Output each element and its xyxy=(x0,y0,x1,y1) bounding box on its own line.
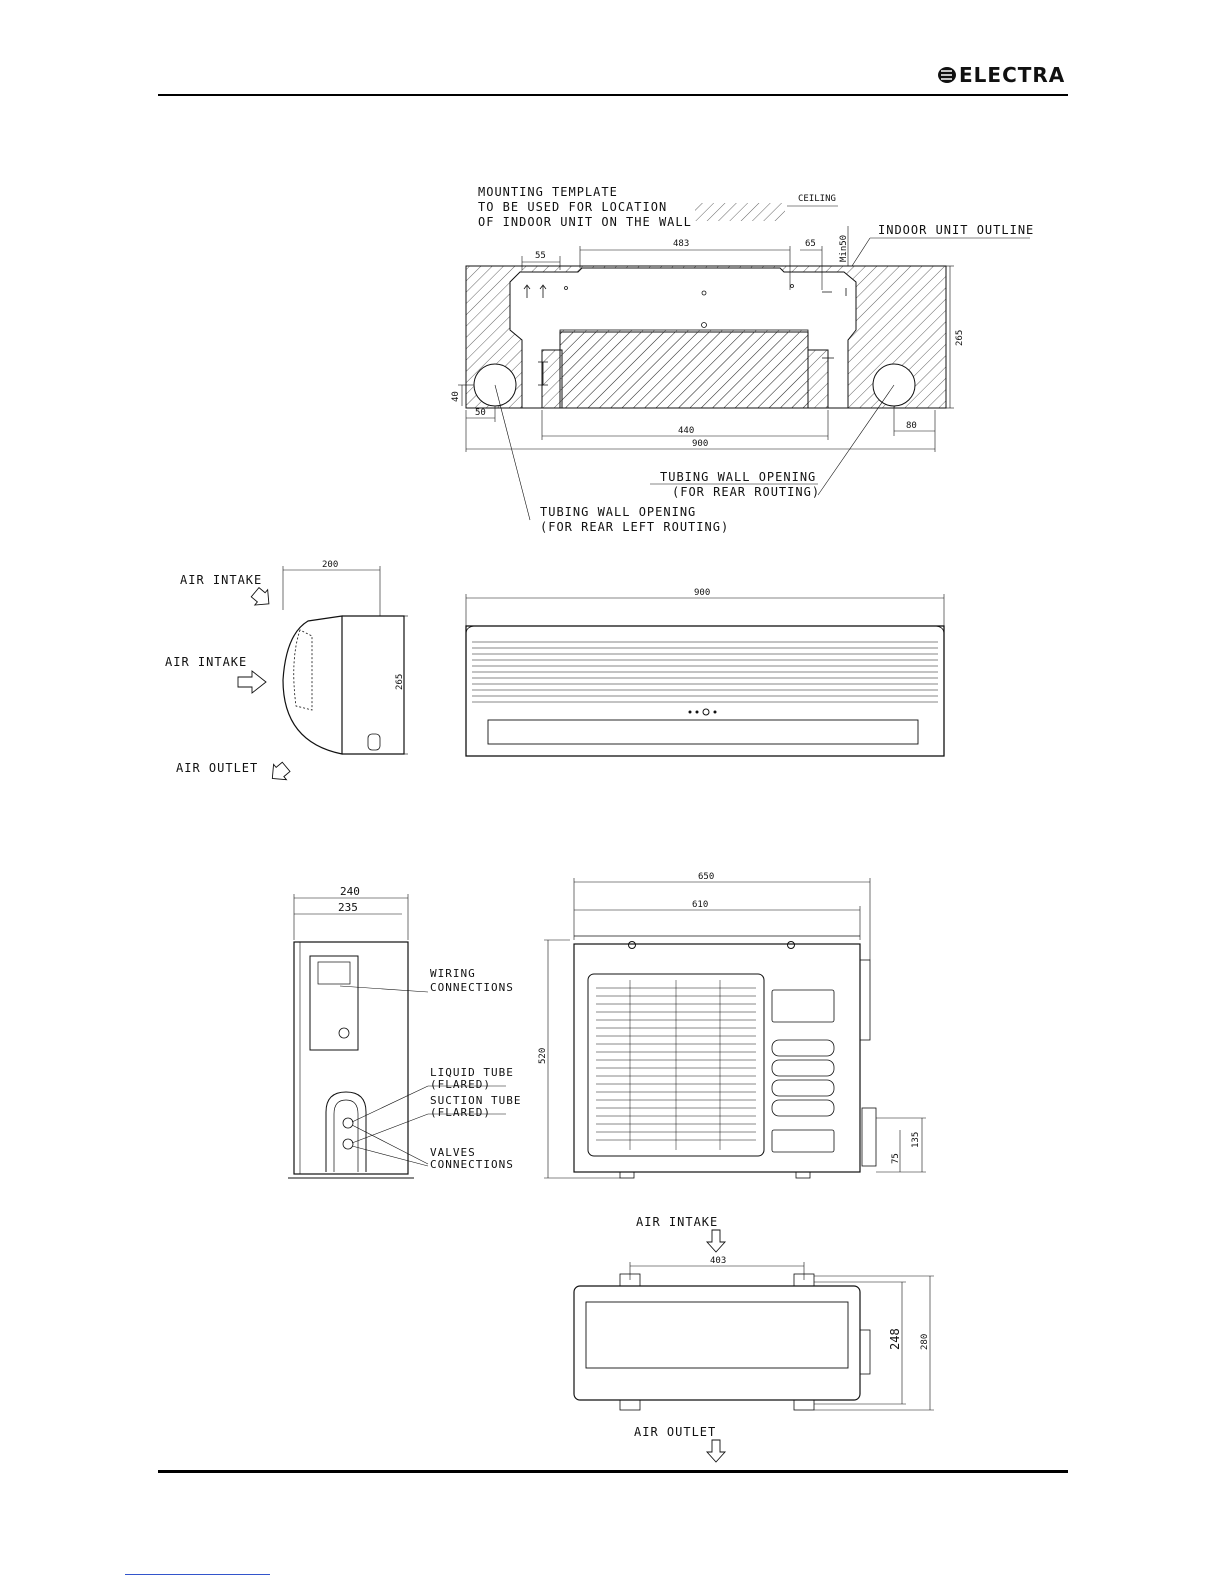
od-front-dim-75: 75 xyxy=(891,1153,901,1164)
od-front-dim-135: 135 xyxy=(911,1131,921,1148)
indoor-side-view xyxy=(165,560,408,786)
outdoor-front-view xyxy=(538,872,926,1178)
side-dim-200: 200 xyxy=(322,560,339,570)
rear-left-opening-2: (FOR REAR LEFT ROUTING) xyxy=(540,520,730,534)
dim-80: 80 xyxy=(906,421,917,431)
top-dim-280: 280 xyxy=(920,1333,930,1350)
od-front-dim-610: 610 xyxy=(692,900,709,910)
rear-left-opening-1: TUBING WALL OPENING xyxy=(540,505,697,519)
outdoor-side-view xyxy=(288,885,521,1178)
mounting-template xyxy=(451,185,1034,534)
dim-min50: Min50 xyxy=(839,234,849,262)
dim-40: 40 xyxy=(451,391,461,402)
dim-483: 483 xyxy=(673,239,690,249)
od-side-dim-240: 240 xyxy=(340,885,360,898)
suction-1: SUCTION TUBE xyxy=(430,1094,522,1107)
side-air-intake-front: AIR INTAKE xyxy=(165,655,248,669)
valves-2: CONNECTIONS xyxy=(430,1158,514,1171)
rear-opening-1: TUBING WALL OPENING xyxy=(660,470,817,484)
outline-label: INDOOR UNIT OUTLINE xyxy=(878,223,1035,237)
dim-440: 440 xyxy=(678,426,695,436)
wiring-1: WIRING xyxy=(430,967,476,980)
template-title-1: MOUNTING TEMPLATE xyxy=(478,185,618,199)
outdoor-top-view xyxy=(574,1215,934,1462)
side-air-intake-top: AIR INTAKE xyxy=(180,573,263,587)
dim-65: 65 xyxy=(805,239,816,249)
ceiling-label: CEILING xyxy=(798,194,836,204)
template-title-3: OF INDOOR UNIT ON THE WALL xyxy=(478,215,692,229)
valves-1: VALVES xyxy=(430,1146,476,1159)
liquid-2: (FLARED) xyxy=(430,1078,491,1091)
side-air-outlet: AIR OUTLET xyxy=(176,761,259,775)
top-dim-248: 248 xyxy=(888,1328,902,1350)
front-dim-900: 900 xyxy=(694,588,711,598)
brand-name: ELECTRA xyxy=(959,63,1066,87)
template-title-2: TO BE USED FOR LOCATION xyxy=(478,200,668,214)
suction-2: (FLARED) xyxy=(430,1106,491,1119)
indoor-front-view xyxy=(466,588,944,756)
liquid-1: LIQUID TUBE xyxy=(430,1066,514,1079)
dim-265: 265 xyxy=(955,329,965,346)
top-air-intake: AIR INTAKE xyxy=(636,1215,719,1229)
ceiling-hatch xyxy=(695,203,785,221)
top-dim-403: 403 xyxy=(710,1256,727,1266)
dim-900: 900 xyxy=(692,439,709,449)
rear-opening-2: (FOR REAR ROUTING) xyxy=(672,485,821,499)
top-air-outlet: AIR OUTLET xyxy=(634,1425,717,1439)
dim-55: 55 xyxy=(535,251,546,261)
od-front-dim-650: 650 xyxy=(698,872,715,882)
side-dim-265: 265 xyxy=(395,673,405,690)
wiring-2: CONNECTIONS xyxy=(430,981,514,994)
od-side-dim-235: 235 xyxy=(338,901,358,914)
dim-50: 50 xyxy=(475,408,486,418)
od-front-dim-520: 520 xyxy=(538,1047,548,1064)
